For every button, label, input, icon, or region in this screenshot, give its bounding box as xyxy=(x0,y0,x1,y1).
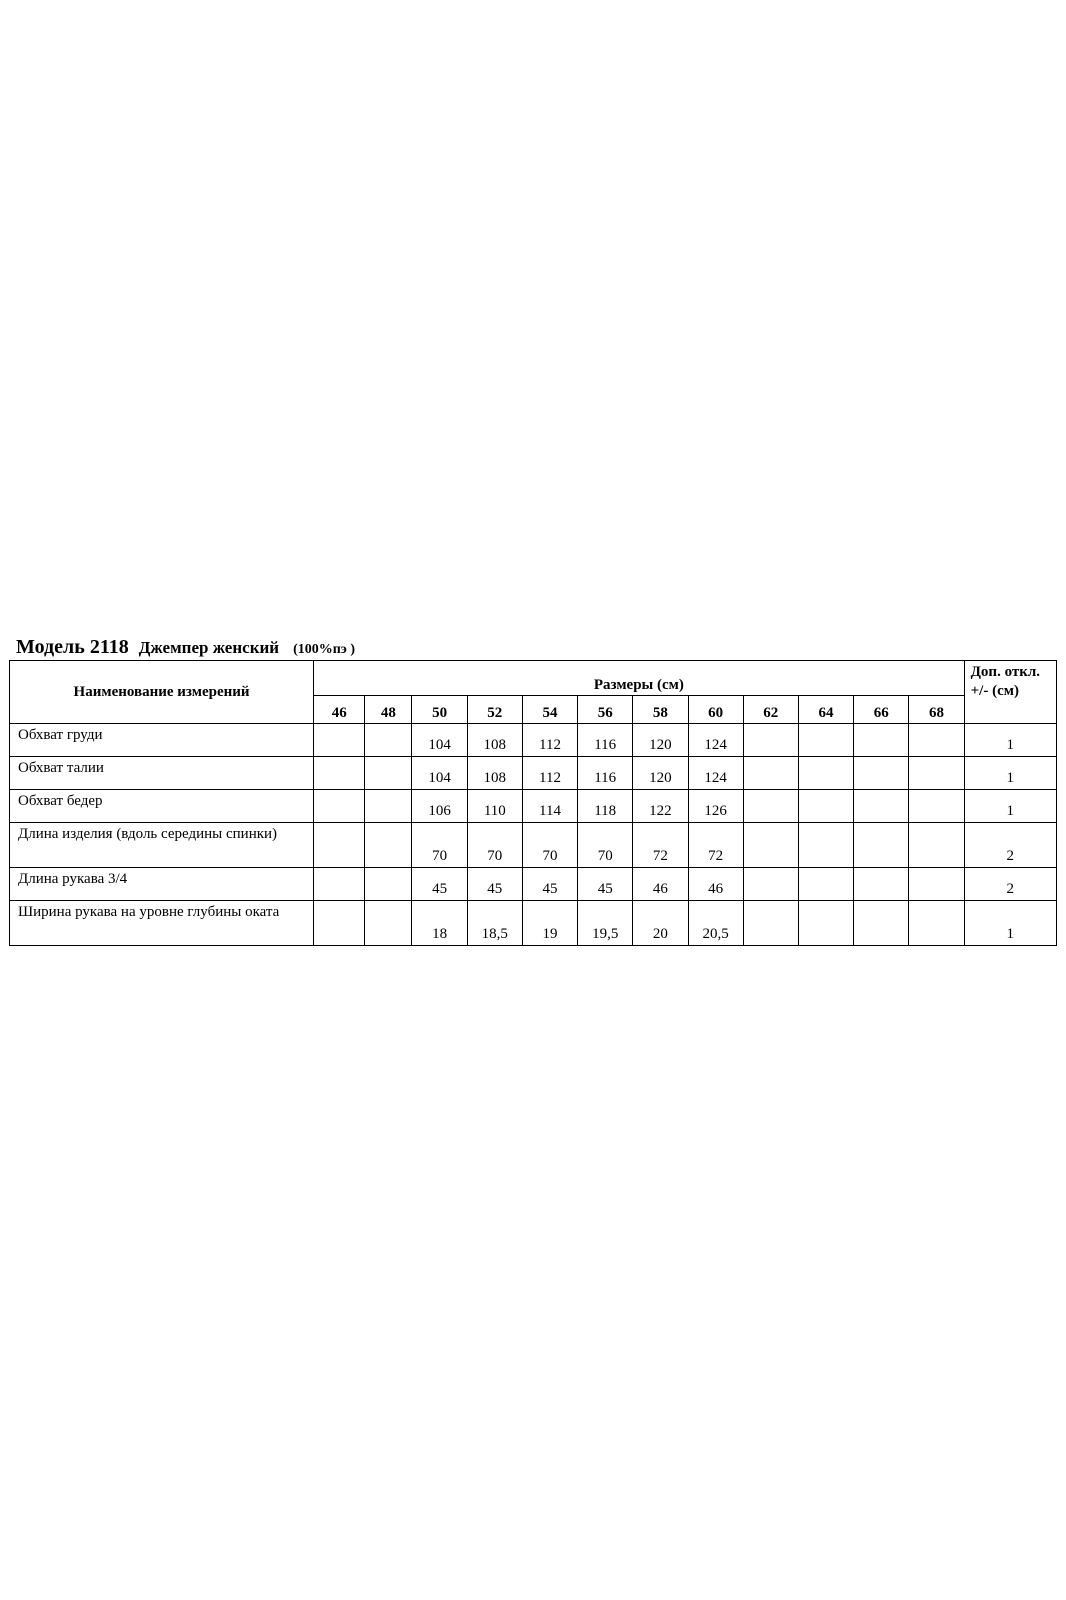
size-column-header: 66 xyxy=(854,696,909,724)
measurement-value: 70 xyxy=(578,823,633,868)
size-column-header: 60 xyxy=(688,696,743,724)
measurement-value xyxy=(365,790,412,823)
measurement-value xyxy=(314,823,365,868)
measurement-value: 110 xyxy=(467,790,522,823)
measurement-value xyxy=(798,757,853,790)
measurement-value: 124 xyxy=(688,757,743,790)
measurement-label: Ширина рукава на уровне глубины оката xyxy=(10,901,314,946)
measurement-value xyxy=(365,868,412,901)
measurement-value xyxy=(854,901,909,946)
size-column-header: 68 xyxy=(909,696,964,724)
measurement-value: 20,5 xyxy=(688,901,743,946)
measurement-value xyxy=(909,868,964,901)
document-title xyxy=(16,636,355,659)
measurement-value: 108 xyxy=(467,757,522,790)
measurement-value xyxy=(909,901,964,946)
sizes-header: Размеры (см) xyxy=(314,661,964,696)
measurement-value: 18,5 xyxy=(467,901,522,946)
measurement-value: 70 xyxy=(412,823,467,868)
measurement-value: 19 xyxy=(522,901,577,946)
table-row xyxy=(10,823,1057,868)
measurement-value xyxy=(365,724,412,757)
size-column-header: 64 xyxy=(798,696,853,724)
measurement-value xyxy=(854,868,909,901)
tolerance-value: 2 xyxy=(964,823,1056,868)
measurement-value: 120 xyxy=(633,724,688,757)
measurement-value: 45 xyxy=(412,868,467,901)
measurement-value: 46 xyxy=(633,868,688,901)
measurement-value xyxy=(314,901,365,946)
measurement-value: 116 xyxy=(578,724,633,757)
measurement-value xyxy=(854,823,909,868)
measurement-value xyxy=(365,823,412,868)
table-row xyxy=(10,724,1057,757)
fabric-composition: (100%пэ ) xyxy=(293,642,356,657)
measurement-value: 46 xyxy=(688,868,743,901)
measurement-value xyxy=(314,790,365,823)
table-row xyxy=(10,901,1057,946)
measurement-value xyxy=(909,757,964,790)
measurement-value xyxy=(365,901,412,946)
table-row xyxy=(10,790,1057,823)
measurement-value xyxy=(854,724,909,757)
measurement-value: 118 xyxy=(578,790,633,823)
measurement-value xyxy=(909,790,964,823)
measurement-name-header: Наименование измерений xyxy=(10,661,314,724)
measurement-value: 104 xyxy=(412,757,467,790)
garment-name: Джемпер женский xyxy=(138,638,280,657)
measurement-value: 72 xyxy=(633,823,688,868)
measurement-value xyxy=(743,790,798,823)
size-column-header: 56 xyxy=(578,696,633,724)
tolerance-value: 1 xyxy=(964,757,1056,790)
measurement-value: 122 xyxy=(633,790,688,823)
measurement-value xyxy=(743,724,798,757)
size-column-header: 62 xyxy=(743,696,798,724)
measurement-value xyxy=(314,868,365,901)
size-column-header: 50 xyxy=(412,696,467,724)
size-column-header: 52 xyxy=(467,696,522,724)
measurement-value xyxy=(909,724,964,757)
measurement-value: 18 xyxy=(412,901,467,946)
measurement-value xyxy=(365,757,412,790)
measurement-label: Длина изделия (вдоль середины спинки) xyxy=(10,823,314,868)
measurement-value: 112 xyxy=(522,757,577,790)
tolerance-value: 1 xyxy=(964,790,1056,823)
measurement-value: 106 xyxy=(412,790,467,823)
model-number: Модель 2118 xyxy=(16,636,129,658)
table-row xyxy=(10,868,1057,901)
measurement-value xyxy=(909,823,964,868)
measurement-value xyxy=(314,757,365,790)
measurement-value xyxy=(854,790,909,823)
measurement-value xyxy=(798,823,853,868)
measurement-value: 19,5 xyxy=(578,901,633,946)
measurement-value xyxy=(743,823,798,868)
tolerance-value: 1 xyxy=(964,901,1056,946)
measurement-label: Длина рукава 3/4 xyxy=(10,868,314,901)
measurement-value: 70 xyxy=(467,823,522,868)
measurement-value xyxy=(798,868,853,901)
measurement-value: 45 xyxy=(522,868,577,901)
size-column-header: 48 xyxy=(365,696,412,724)
measurement-value: 72 xyxy=(688,823,743,868)
measurement-label: Обхват талии xyxy=(10,757,314,790)
measurement-label: Обхват бедер xyxy=(10,790,314,823)
measurement-value xyxy=(798,790,853,823)
measurement-value: 126 xyxy=(688,790,743,823)
size-column-header: 54 xyxy=(522,696,577,724)
measurement-label: Обхват груди xyxy=(10,724,314,757)
measurement-value: 114 xyxy=(522,790,577,823)
tolerance-value: 1 xyxy=(964,724,1056,757)
measurement-value: 120 xyxy=(633,757,688,790)
size-chart-table xyxy=(9,660,1057,946)
measurement-value: 20 xyxy=(633,901,688,946)
measurement-value: 112 xyxy=(522,724,577,757)
table-row xyxy=(10,757,1057,790)
tolerance-value: 2 xyxy=(964,868,1056,901)
measurement-value: 108 xyxy=(467,724,522,757)
measurement-value xyxy=(798,724,853,757)
measurement-value xyxy=(743,757,798,790)
measurement-value xyxy=(798,901,853,946)
measurement-value: 45 xyxy=(578,868,633,901)
measurement-value xyxy=(854,757,909,790)
measurement-value: 70 xyxy=(522,823,577,868)
measurement-value xyxy=(743,901,798,946)
size-column-header: 58 xyxy=(633,696,688,724)
measurement-value: 124 xyxy=(688,724,743,757)
size-column-header: 46 xyxy=(314,696,365,724)
measurement-value: 116 xyxy=(578,757,633,790)
measurement-value: 104 xyxy=(412,724,467,757)
tolerance-header: Доп. откл. +/- (см) xyxy=(964,661,1056,724)
measurement-value: 45 xyxy=(467,868,522,901)
measurement-value xyxy=(314,724,365,757)
measurement-value xyxy=(743,868,798,901)
